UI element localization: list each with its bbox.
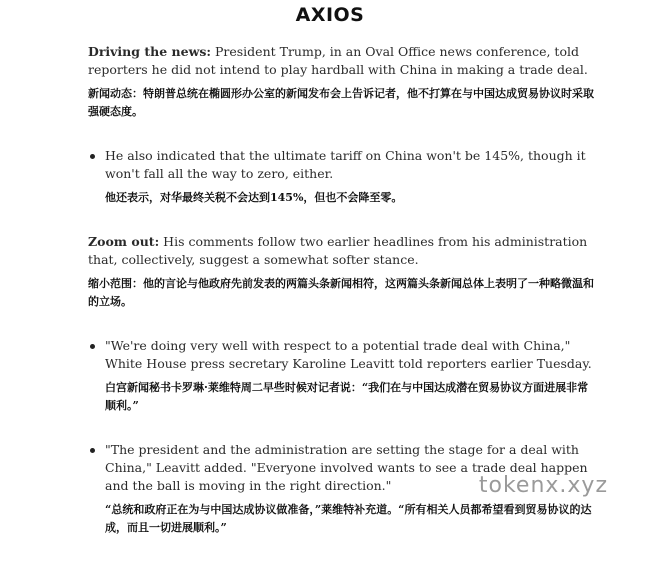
driving-the-news-paragraph <box>88 43 598 79</box>
axios-logo: AXIOS <box>295 4 365 26</box>
zoom-out-translation: 缩小范围：他的言论与他政府先前发表的两篇头条新闻相符，这两篇头条新闻总体上表明了一种略微温和的立场。 <box>88 277 594 308</box>
bullet-tariff-translation: 他还表示，对华最终关税不会达到145%，但也不会降至零。 <box>105 191 403 204</box>
zoom-out-text: His comments follow two earlier headlines from his administration that, collectively, suggest a somewhat softer stance. <box>88 234 588 267</box>
bullet-dot-icon <box>90 154 95 159</box>
bullet-dot-icon <box>90 448 95 453</box>
driving-the-news-lead: Driving the news: <box>88 44 211 59</box>
bullet-leavitt-quote-text: "We're doing very well with respect to a potential trade deal with China," White House press secretary Karoline Leavitt told reporters earlier Tuesday. <box>105 338 592 371</box>
driving-the-news-text: President Trump, in an Oval Office news conference, told reporters he did not intend to play hardball with China in making a trade deal. <box>88 44 588 77</box>
bullet-dot-icon <box>90 344 95 349</box>
driving-the-news-translation: 新闻动态：特朗普总统在椭圆形办公室的新闻发布会上告诉记者，他不打算在与中国达成贸易协议时采取强硬态度。 <box>88 87 594 118</box>
bullet-tariff <box>88 147 598 207</box>
bullet-leavitt-added-text: "The president and the administration are setting the stage for a deal with China," Leavitt added. "Everyone involved wants to see a trade deal happen and the ball is moving in the right direction." <box>105 442 588 493</box>
bullet-tariff-text: He also indicated that the ultimate tariff on China won't be 145%, though it won't fall all the way to zero, either. <box>105 148 586 181</box>
bullet-leavitt-quote <box>88 337 598 415</box>
bullet-leavitt-quote-translation: 白宫新闻秘书卡罗琳·莱维特周二早些时候对记者说：“我们在与中国达成潜在贸易协议方面进展非常顺利。” <box>105 381 589 412</box>
watermark-text: tokenx.xyz <box>478 473 608 498</box>
zoom-out-lead: Zoom out: <box>88 234 160 249</box>
zoom-out-section <box>88 233 598 311</box>
bullet-leavitt-added-translation: “总统和政府正在为与中国达成协议做准备，”莱维特补充道。“所有相关人员都希望看到贸易协议的达成，而且一切进展顺利。” <box>105 503 592 534</box>
driving-the-news-section <box>88 43 598 121</box>
zoom-out-paragraph <box>88 233 598 269</box>
